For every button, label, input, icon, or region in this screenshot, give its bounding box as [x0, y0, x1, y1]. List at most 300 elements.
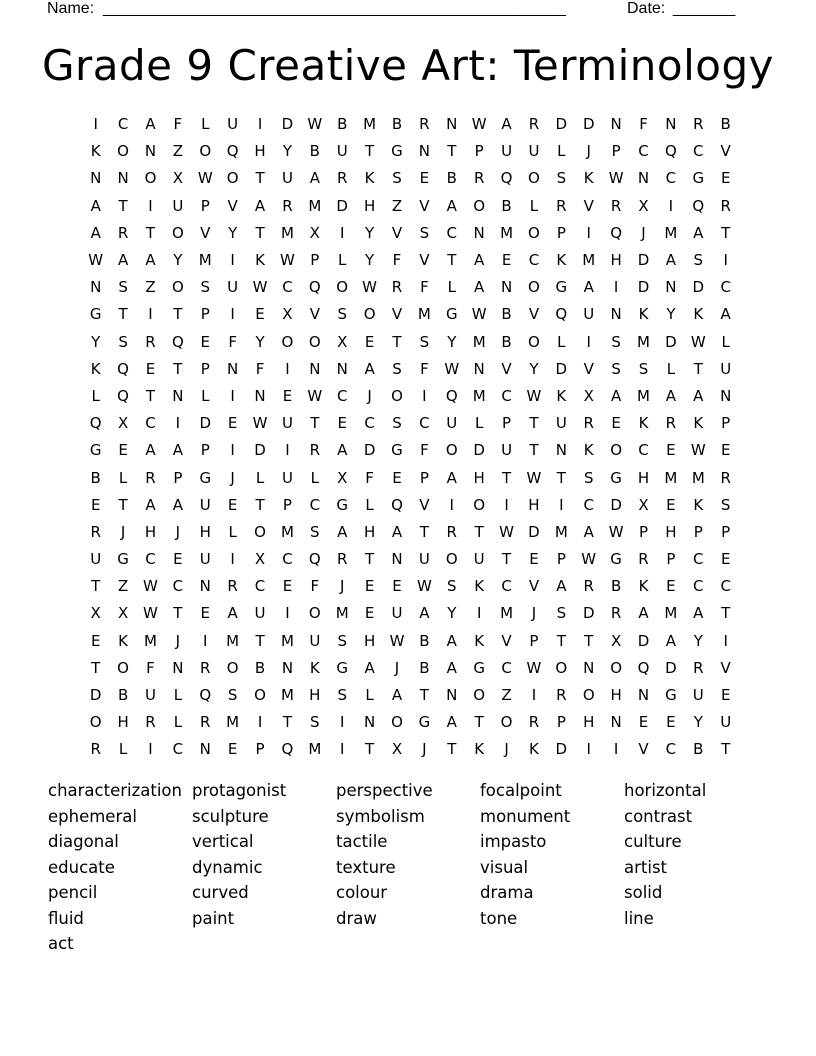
grid-letter: D — [555, 359, 568, 378]
grid-letter: B — [117, 686, 129, 705]
grid-letter: S — [392, 169, 402, 188]
grid-letter: L — [255, 468, 265, 487]
grid-letter: G — [665, 686, 677, 705]
grid-letter: D — [665, 332, 677, 351]
grid-letter: D — [637, 251, 650, 270]
grid-letter: D — [555, 740, 568, 759]
grid-letter: U — [692, 686, 704, 705]
grid-row — [82, 220, 742, 247]
grid-row — [82, 383, 742, 410]
grid-letter: M — [198, 251, 212, 270]
grid-row — [82, 655, 742, 682]
grid-letter: S — [337, 631, 347, 650]
word-list-item: diagonal — [48, 832, 119, 851]
grid-letter: R — [665, 414, 677, 433]
grid-letter: I — [203, 631, 208, 650]
grid-letter: A — [446, 631, 457, 650]
grid-letter: S — [392, 414, 402, 433]
grid-letter: Q — [171, 332, 184, 351]
grid-letter: R — [391, 278, 403, 297]
grid-letter: E — [720, 550, 731, 569]
grid-letter: K — [583, 441, 594, 460]
name-label: Name: — [47, 0, 95, 17]
grid-letter: T — [474, 522, 484, 541]
grid-letter: V — [720, 142, 731, 161]
word-list-item: drama — [480, 883, 534, 902]
grid-letter: P — [173, 468, 183, 487]
grid-letter: O — [281, 332, 294, 351]
grid-letter: O — [363, 305, 376, 324]
grid-letter: L — [118, 740, 128, 759]
grid-letter: A — [364, 359, 375, 378]
grid-letter: D — [582, 115, 595, 134]
grid-letter: P — [282, 495, 292, 514]
grid-letter: G — [418, 713, 431, 732]
grid-letter: N — [473, 223, 485, 242]
grid-letter: E — [90, 495, 101, 514]
grid-letter: I — [668, 196, 674, 215]
grid-letter: T — [145, 223, 156, 242]
grid-letter: W — [307, 386, 323, 405]
grid-letter: V — [528, 577, 540, 596]
grid-letter: S — [118, 332, 128, 351]
grid-letter: T — [529, 441, 539, 460]
grid-letter: W — [499, 522, 514, 541]
grid-letter: E — [145, 359, 156, 378]
grid-letter: N — [90, 169, 102, 188]
grid-letter: T — [118, 196, 128, 215]
grid-letter: M — [226, 713, 240, 732]
grid-letter: M — [280, 686, 294, 705]
grid-letter: N — [500, 278, 513, 297]
word-list-item: characterization — [48, 781, 182, 800]
grid-letter: H — [363, 196, 376, 215]
grid-letter: L — [529, 196, 539, 215]
grid-row — [82, 546, 742, 573]
grid-letter: Y — [255, 332, 265, 351]
grid-letter: N — [665, 278, 677, 297]
grid-letter: Y — [693, 631, 703, 650]
grid-letter: A — [583, 522, 594, 541]
grid-letter: O — [473, 686, 486, 705]
grid-letter: A — [693, 604, 704, 623]
word-list-item: pencil — [48, 883, 98, 902]
word-list-item: line — [624, 908, 654, 928]
grid-row — [82, 600, 742, 627]
grid-letter: L — [201, 386, 210, 405]
grid-letter: C — [282, 278, 293, 297]
grid-letter: G — [445, 305, 458, 324]
grid-letter: A — [665, 386, 677, 405]
grid-letter: S — [118, 278, 128, 297]
grid-letter: I — [449, 495, 454, 514]
grid-letter: I — [230, 251, 235, 270]
grid-letter: L — [310, 468, 319, 487]
grid-letter: D — [555, 115, 568, 134]
grid-letter: D — [665, 658, 677, 677]
grid-letter: T — [255, 169, 265, 188]
grid-letter: R — [336, 169, 348, 188]
grid-letter: M — [308, 196, 322, 215]
grid-letter: K — [364, 169, 375, 188]
word-list-item: texture — [336, 857, 396, 877]
grid-letter: J — [641, 223, 646, 242]
grid-letter: U — [281, 414, 293, 433]
grid-letter: V — [720, 658, 731, 677]
grid-letter: A — [172, 441, 183, 460]
grid-letter: U — [391, 604, 403, 623]
date-label: Date: — [627, 0, 666, 17]
grid-letter: O — [445, 550, 458, 569]
grid-letter: E — [118, 441, 128, 460]
word-list-item: sculpture — [192, 806, 269, 826]
grid-letter: D — [637, 278, 650, 297]
grid-letter: U — [199, 495, 211, 514]
grid-letter: F — [255, 359, 265, 378]
grid-letter: T — [282, 713, 293, 732]
grid-letter: L — [118, 468, 128, 487]
grid-letter: Q — [610, 223, 623, 242]
grid-letter: L — [666, 359, 676, 378]
grid-letter: T — [501, 550, 512, 569]
page-title: Grade 9 Creative Art: Terminology — [41, 41, 775, 90]
grid-letter: T — [447, 251, 457, 270]
grid-letter: C — [501, 386, 512, 405]
grid-letter: O — [226, 169, 239, 188]
grid-letter: C — [583, 495, 594, 514]
grid-letter: N — [363, 713, 376, 732]
grid-letter: R — [200, 658, 211, 677]
grid-letter: U — [227, 115, 239, 134]
grid-letter: W — [690, 332, 706, 351]
grid-letter: E — [90, 631, 101, 650]
grid-letter: W — [526, 658, 542, 677]
grid-letter: M — [554, 522, 568, 541]
grid-row — [82, 329, 742, 356]
grid-letter: Z — [145, 278, 156, 297]
grid-letter: E — [227, 495, 238, 514]
grid-letter: T — [693, 359, 703, 378]
grid-letter: K — [556, 251, 567, 270]
grid-letter: T — [173, 305, 183, 324]
grid-letter: G — [336, 658, 349, 677]
grid-letter: D — [692, 278, 705, 297]
grid-letter: A — [90, 223, 101, 242]
grid-letter: P — [255, 740, 265, 759]
grid-letter: H — [610, 251, 622, 270]
grid-letter: C — [446, 223, 458, 242]
grid-letter: M — [582, 251, 596, 270]
grid-letter: C — [145, 550, 156, 569]
grid-letter: I — [93, 115, 98, 134]
grid-letter: D — [336, 196, 348, 215]
grid-letter: T — [392, 332, 402, 351]
grid-letter: J — [367, 386, 372, 405]
grid-letter: Z — [501, 686, 512, 705]
grid-letter: D — [281, 115, 294, 134]
word-list-item: fluid — [48, 908, 84, 928]
word-list-item: culture — [624, 832, 682, 851]
grid-letter: K — [583, 169, 594, 188]
grid-letter: A — [309, 169, 320, 188]
grid-letter: U — [418, 550, 430, 569]
grid-letter: R — [309, 441, 321, 460]
grid-letter: U — [281, 468, 293, 487]
grid-letter: U — [583, 305, 595, 324]
grid-letter: N — [720, 386, 732, 405]
grid-letter: F — [146, 658, 155, 677]
grid-letter: C — [638, 441, 649, 460]
grid-letter: R — [528, 115, 540, 134]
grid-letter: Q — [500, 169, 513, 188]
word-list-item: contrast — [624, 806, 693, 826]
grid-letter: O — [171, 278, 184, 297]
grid-letter: C — [720, 577, 731, 596]
grid-letter: L — [721, 332, 730, 351]
grid-letter: N — [90, 278, 102, 297]
grid-letter: I — [285, 604, 290, 623]
grid-letter: E — [720, 686, 731, 705]
grid-letter: X — [172, 169, 183, 188]
grid-letter: U — [528, 142, 540, 161]
grid-letter: E — [255, 305, 265, 324]
grid-letter: M — [308, 740, 322, 759]
grid-letter: K — [474, 631, 485, 650]
grid-letter: U — [309, 631, 321, 650]
grid-letter: M — [335, 604, 349, 623]
name-field[interactable]: ____________________________________________________ — [103, 0, 566, 17]
grid-letter: A — [145, 115, 156, 134]
grid-letter: X — [391, 740, 403, 759]
grid-letter: M — [144, 631, 157, 650]
grid-letter: L — [173, 713, 183, 732]
grid-letter: A — [364, 658, 375, 677]
grid-letter: I — [723, 631, 728, 650]
grid-letter: P — [556, 223, 566, 242]
grid-letter: E — [720, 169, 731, 188]
grid-letter: J — [531, 604, 537, 623]
grid-letter: O — [89, 713, 102, 732]
grid-letter: W — [389, 631, 405, 650]
grid-letter: Y — [173, 251, 183, 270]
grid-letter: F — [420, 441, 429, 460]
grid-letter: R — [610, 604, 622, 623]
grid-letter: O — [391, 713, 403, 732]
grid-letter: H — [473, 468, 485, 487]
grid-letter: C — [336, 386, 348, 405]
grid-letter: U — [501, 441, 513, 460]
grid-letter: N — [418, 142, 430, 161]
grid-letter: R — [638, 550, 649, 569]
grid-letter: D — [363, 441, 376, 460]
grid-letter: E — [611, 414, 621, 433]
grid-row — [82, 573, 742, 600]
grid-letter: O — [528, 223, 540, 242]
grid-letter: T — [556, 631, 566, 650]
grid-letter: I — [339, 223, 345, 242]
grid-letter: O — [308, 604, 321, 623]
grid-letter: T — [501, 468, 512, 487]
grid-letter: X — [638, 196, 649, 215]
grid-row — [82, 111, 742, 138]
date-field[interactable]: _______ — [673, 0, 736, 17]
grid-letter: Z — [391, 196, 403, 215]
grid-letter: W — [526, 468, 542, 487]
grid-letter: V — [309, 305, 320, 324]
grid-letter: Q — [391, 495, 403, 514]
grid-letter: M — [280, 223, 294, 242]
grid-letter: E — [282, 577, 293, 596]
word-list-item: vertical — [192, 832, 254, 851]
grid-letter: E — [227, 414, 238, 433]
grid-letter: Q — [281, 740, 294, 759]
grid-letter: I — [148, 740, 153, 759]
grid-letter: I — [339, 740, 345, 759]
grid-letter: E — [200, 604, 210, 623]
grid-letter: R — [610, 196, 622, 215]
grid-letter: N — [172, 658, 184, 677]
grid-letter: C — [693, 577, 704, 596]
grid-letter: E — [666, 713, 676, 732]
grid-letter: A — [474, 251, 485, 270]
grid-letter: M — [500, 223, 514, 242]
grid-letter: U — [555, 414, 567, 433]
grid-letter: N — [199, 740, 211, 759]
grid-letter: H — [363, 631, 376, 650]
grid-letter: T — [145, 386, 156, 405]
grid-row — [82, 736, 742, 763]
grid-letter: C — [172, 577, 184, 596]
grid-letter: Y — [693, 713, 703, 732]
grid-letter: H — [254, 142, 266, 161]
grid-letter: L — [201, 115, 210, 134]
grid-letter: O — [171, 223, 184, 242]
grid-letter: W — [690, 441, 706, 460]
grid-letter: S — [419, 223, 430, 242]
grid-letter: T — [173, 359, 183, 378]
grid-letter: I — [504, 495, 509, 514]
grid-letter: I — [285, 441, 290, 460]
grid-letter: J — [175, 522, 181, 541]
grid-letter: H — [528, 495, 540, 514]
grid-letter: N — [227, 359, 239, 378]
grid-letter: H — [309, 686, 321, 705]
grid-letter: R — [227, 577, 238, 596]
grid-letter: T — [255, 495, 265, 514]
grid-letter: A — [474, 278, 485, 297]
grid-letter: D — [528, 522, 540, 541]
grid-letter: G — [555, 278, 568, 297]
grid-letter: E — [666, 495, 676, 514]
grid-letter: E — [364, 332, 375, 351]
grid-letter: A — [693, 386, 704, 405]
grid-letter: U — [501, 142, 513, 161]
grid-letter: B — [391, 115, 403, 134]
grid-letter: D — [473, 441, 485, 460]
grid-letter: E — [666, 577, 676, 596]
grid-letter: U — [172, 196, 184, 215]
grid-letter: B — [309, 142, 320, 161]
grid-letter: E — [666, 441, 676, 460]
grid-letter: S — [447, 577, 457, 596]
word-list-item: horizontal — [624, 781, 707, 800]
grid-letter: S — [638, 359, 649, 378]
grid-letter: S — [556, 169, 567, 188]
grid-letter: T — [419, 686, 429, 705]
grid-letter: L — [91, 386, 100, 405]
grid-letter: U — [473, 550, 485, 569]
grid-letter: M — [637, 386, 650, 405]
grid-letter: J — [339, 577, 345, 596]
grid-letter: F — [420, 359, 429, 378]
grid-letter: T — [255, 223, 265, 242]
grid-letter: T — [529, 414, 539, 433]
grid-letter: T — [365, 142, 375, 161]
grid-letter: P — [200, 441, 210, 460]
grid-row — [82, 709, 742, 736]
grid-letter: W — [280, 251, 295, 270]
word-list-item: focalpoint — [480, 781, 562, 800]
grid-letter: A — [391, 522, 403, 541]
grid-letter: J — [586, 142, 591, 161]
grid-letter: V — [391, 305, 403, 324]
grid-letter: A — [391, 686, 403, 705]
grid-letter: V — [419, 251, 430, 270]
grid-letter: I — [531, 686, 537, 705]
grid-letter: W — [608, 169, 624, 188]
grid-letter: N — [665, 115, 677, 134]
grid-letter: C — [665, 740, 677, 759]
grid-letter: T — [721, 740, 731, 759]
grid-letter: L — [338, 251, 347, 270]
grid-letter: N — [391, 550, 403, 569]
word-list-item: perspective — [336, 781, 433, 800]
grid-letter: T — [91, 577, 101, 596]
grid-letter: D — [582, 604, 595, 623]
grid-letter: W — [416, 577, 432, 596]
grid-letter: C — [309, 495, 321, 514]
grid-letter: G — [473, 658, 485, 677]
grid-letter: T — [91, 658, 101, 677]
grid-letter: L — [228, 522, 237, 541]
grid-letter: Y — [666, 305, 676, 324]
grid-letter: O — [555, 658, 568, 677]
grid-letter: Y — [91, 332, 101, 351]
grid-letter: A — [446, 658, 457, 677]
grid-letter: I — [230, 305, 235, 324]
grid-letter: W — [252, 278, 268, 297]
word-list-item: curved — [192, 883, 249, 902]
grid-letter: K — [474, 740, 485, 759]
grid-letter: T — [584, 631, 594, 650]
grid-letter: T — [447, 142, 457, 161]
grid-letter: E — [282, 386, 293, 405]
grid-letter: K — [693, 414, 704, 433]
grid-letter: E — [638, 713, 649, 732]
grid-letter: A — [610, 386, 622, 405]
grid-row — [82, 274, 742, 301]
grid-letter: E — [720, 441, 731, 460]
grid-letter: R — [145, 332, 156, 351]
grid-letter: M — [417, 305, 431, 324]
grid-letter: D — [254, 441, 266, 460]
grid-letter: U — [254, 604, 266, 623]
grid-letter: C — [665, 169, 677, 188]
grid-letter: M — [500, 604, 514, 623]
grid-letter: H — [583, 713, 595, 732]
grid-letter: R — [528, 713, 540, 732]
grid-letter: O — [254, 686, 266, 705]
